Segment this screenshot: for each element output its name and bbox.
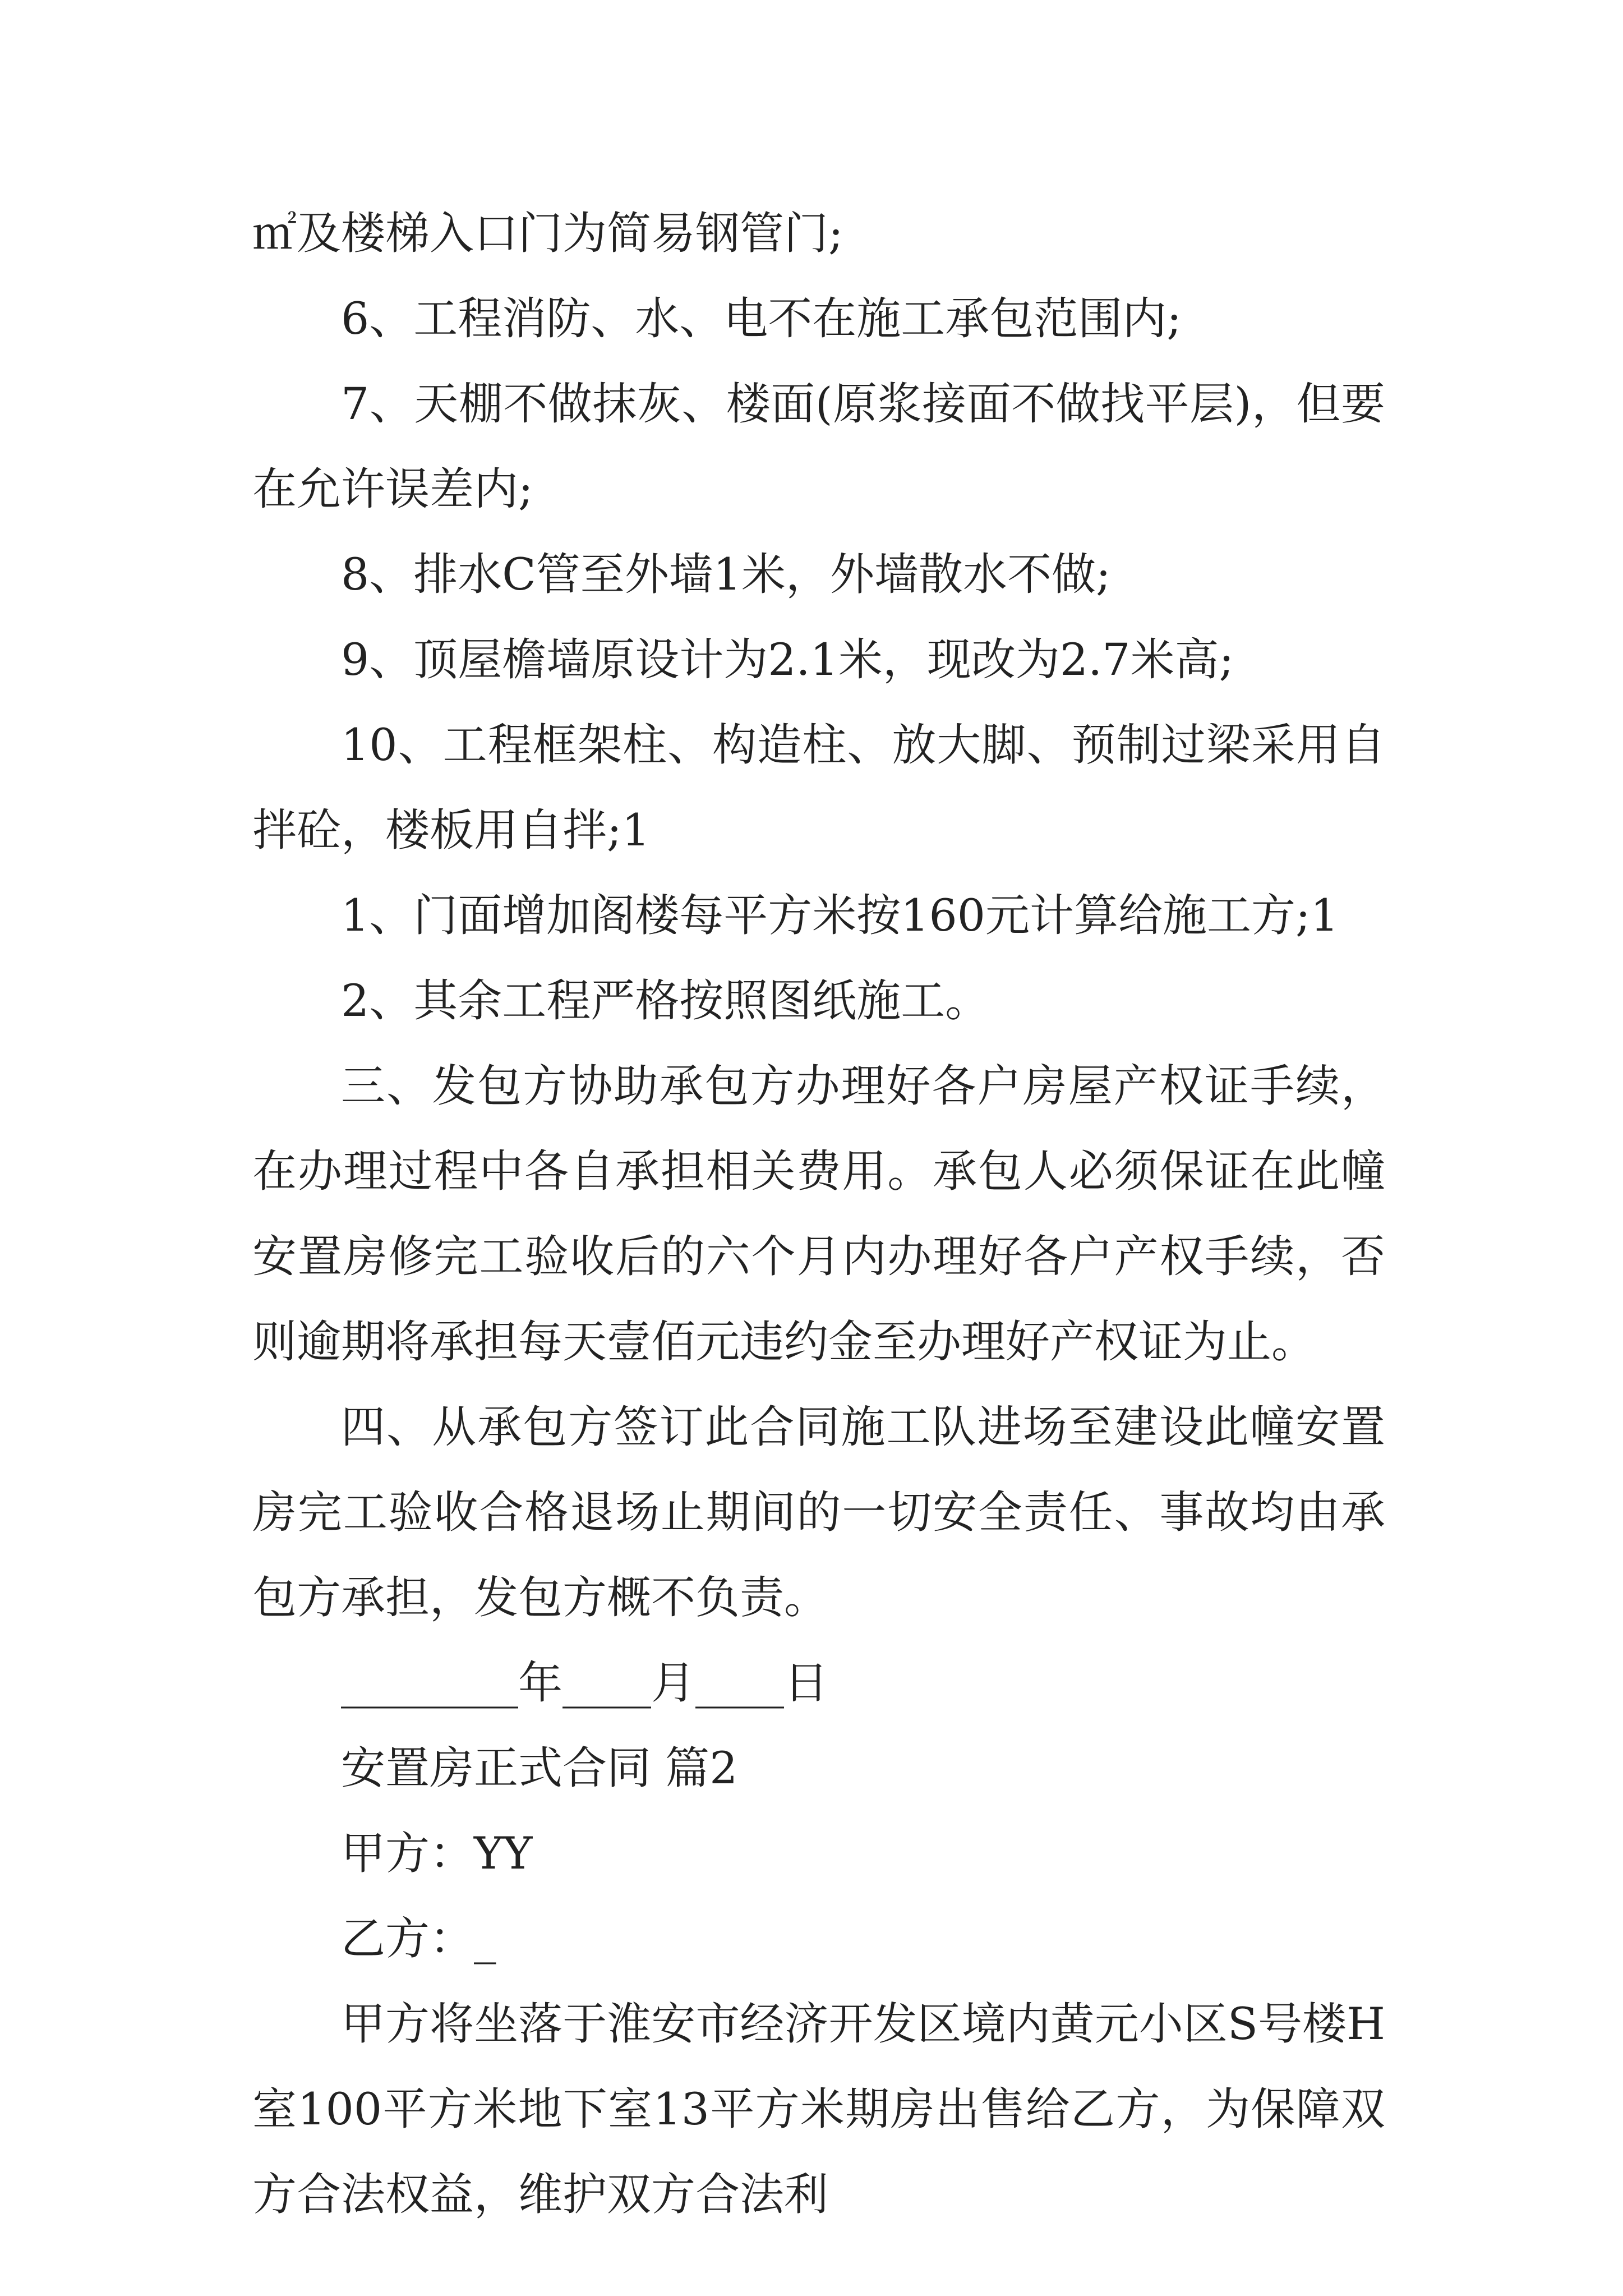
- paragraph-item-6: 6、工程消防、水、电不在施工承包范围内;: [341, 293, 1182, 344]
- party-b-line: 乙方：_: [341, 1913, 496, 1964]
- paragraph-item-9: 9、顶屋檐墙原设计为2.1米，现改为2.7米高;: [341, 634, 1234, 685]
- date-line: ________年____月____日: [341, 1657, 828, 1709]
- paragraph-section-3: 三、发包方协助承包方办理好各户房屋产权证手续，在办理过程中各自承担相关费用。承包人必须保证在此幢安置房修完工验收后的六个月内办理好各户产权手续，否则逾期将承担每天壹佰元违约金至办理好产权证为止。: [252, 1060, 1385, 1368]
- contract-intro-paragraph: 甲方将坐落于淮安市经济开发区境内黄元小区S号楼H室100平方米地下室13平方米期房出售给乙方，为保障双方合法权益，维护双方合法利: [252, 1998, 1385, 2220]
- party-a-line: 甲方：YY: [341, 1828, 533, 1879]
- paragraph-item-11: 1、门面增加阁楼每平方米按160元计算给施工方;1: [341, 890, 1339, 941]
- paragraph-item-7: 7、天棚不做抹灰、楼面(原浆接面不做找平层)，但要在允许误差内;: [252, 378, 1385, 515]
- section-heading: 安置房正式合同 篇2: [341, 1742, 738, 1794]
- paragraph-section-4: 四、从承包方签订此合同施工队进场至建设此幢安置房完工验收合格退场止期间的一切安全责任、事故均由承包方承担，发包方概不负责。: [252, 1401, 1385, 1623]
- paragraph-item-8: 8、排水C管至外墙1米，外墙散水不做;: [341, 549, 1111, 600]
- paragraph-item-10: 10、工程框架柱、构造柱、放大脚、预制过梁采用自拌砼，楼板用自拌;1: [252, 719, 1385, 856]
- document-body: [252, 191, 1385, 2237]
- paragraph-item-12: 2、其余工程严格按照图纸施工。: [341, 975, 990, 1027]
- paragraph-continuation: ㎡及楼梯入口门为简易钢管门;: [252, 208, 843, 259]
